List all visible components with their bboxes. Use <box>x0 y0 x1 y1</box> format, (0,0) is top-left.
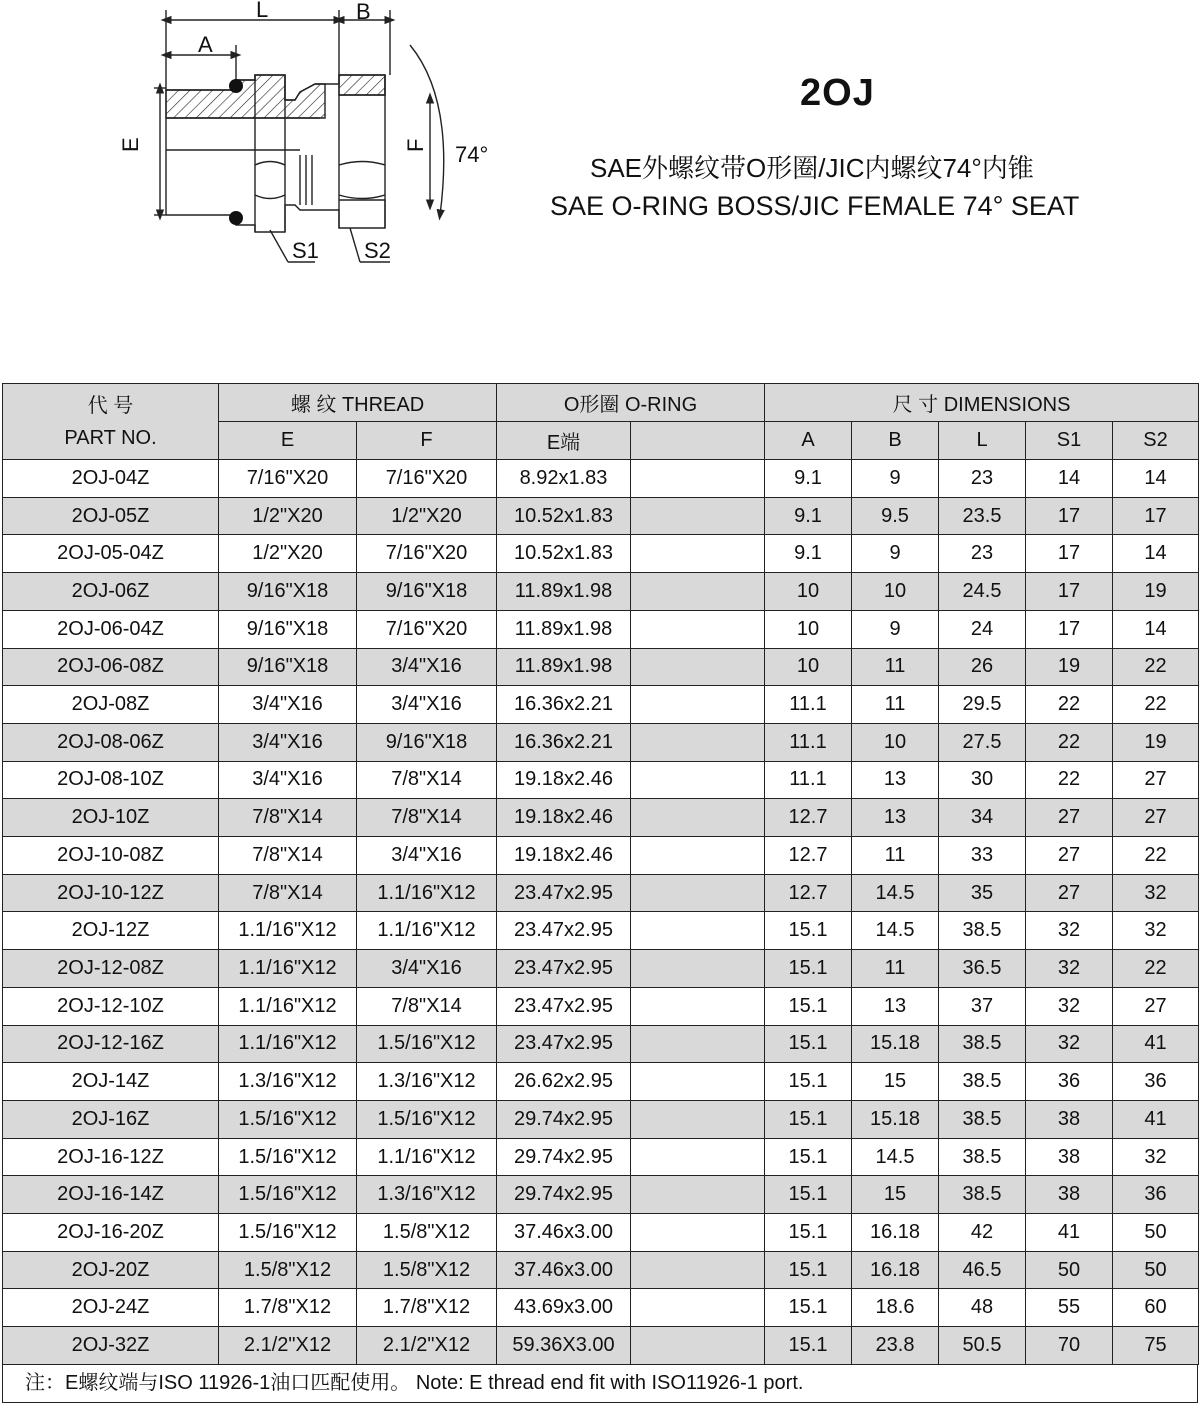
table-cell: 9.1 <box>765 460 852 498</box>
table-cell: 23.5 <box>939 497 1026 535</box>
table-cell: 1.1/16"X12 <box>219 1025 357 1063</box>
part-no-header-cn: 代 号 <box>87 394 134 417</box>
table-cell: 1.5/8"X12 <box>357 1214 497 1252</box>
table-cell: 2OJ-06-08Z <box>3 648 219 686</box>
table-cell: 35 <box>939 874 1026 912</box>
table-cell: 11.1 <box>765 761 852 799</box>
table-cell: 38.5 <box>939 912 1026 950</box>
table-cell: 2OJ-14Z <box>3 1063 219 1101</box>
table-cell: 13 <box>852 987 939 1025</box>
table-cell: 50 <box>1113 1214 1199 1252</box>
table-cell: 12.7 <box>765 837 852 875</box>
table-cell: 27 <box>1113 987 1199 1025</box>
table-cell: 32 <box>1026 912 1113 950</box>
table-cell: 15.1 <box>765 1138 852 1176</box>
table-cell <box>631 460 765 498</box>
table-cell: 2OJ-16-14Z <box>3 1176 219 1214</box>
table-cell: 30 <box>939 761 1026 799</box>
table-cell: 2OJ-32Z <box>3 1327 219 1365</box>
table-cell: 22 <box>1113 686 1199 724</box>
table-cell <box>631 1214 765 1252</box>
table-cell: 10.52x1.83 <box>497 497 631 535</box>
table-cell: 50 <box>1113 1251 1199 1289</box>
table-cell: 1.5/16"X12 <box>219 1138 357 1176</box>
table-cell: 2OJ-10-12Z <box>3 874 219 912</box>
table-cell: 32 <box>1113 1138 1199 1176</box>
table-cell: 15.1 <box>765 1327 852 1365</box>
table-row <box>3 1289 1199 1327</box>
table-cell <box>631 761 765 799</box>
table-cell: 9/16"X18 <box>219 648 357 686</box>
table-cell: 15.18 <box>852 1025 939 1063</box>
table-cell: 38.5 <box>939 1025 1026 1063</box>
table-cell: 15.1 <box>765 1214 852 1252</box>
table-cell <box>631 723 765 761</box>
table-cell: 2OJ-10Z <box>3 799 219 837</box>
table-cell: 1.1/16"X12 <box>357 874 497 912</box>
table-cell: 41 <box>1026 1214 1113 1252</box>
table-cell: 1.1/16"X12 <box>219 950 357 988</box>
table-cell: 1/2"X20 <box>219 535 357 573</box>
table-cell: 38.5 <box>939 1063 1026 1101</box>
table-cell: 7/8"X14 <box>219 799 357 837</box>
table-cell: 32 <box>1113 912 1199 950</box>
table-cell: 10 <box>852 723 939 761</box>
table-cell: 3/4"X16 <box>357 950 497 988</box>
o-ring-top-icon <box>229 79 243 93</box>
table-cell: 1.7/8"X12 <box>357 1289 497 1327</box>
dim-label-s1: S1 <box>292 238 319 263</box>
table-cell: 23.8 <box>852 1327 939 1365</box>
table-cell: 14 <box>1113 460 1199 498</box>
table-cell: 14.5 <box>852 1138 939 1176</box>
table-cell: 70 <box>1026 1327 1113 1365</box>
table-cell: 15.1 <box>765 1063 852 1101</box>
table-cell: 75 <box>1113 1327 1199 1365</box>
sub-header-cell <box>631 422 765 460</box>
table-cell: 34 <box>939 799 1026 837</box>
table-cell: 23.47x2.95 <box>497 874 631 912</box>
table-cell: 7/8"X14 <box>357 799 497 837</box>
table-cell: 15.1 <box>765 1176 852 1214</box>
table-cell: 11 <box>852 837 939 875</box>
table-cell: 1.1/16"X12 <box>357 912 497 950</box>
table-cell: 16.18 <box>852 1214 939 1252</box>
table-cell: 1.3/16"X12 <box>219 1063 357 1101</box>
table-cell: 15.1 <box>765 1251 852 1289</box>
table-cell: 17 <box>1026 610 1113 648</box>
table-cell: 2OJ-10-08Z <box>3 837 219 875</box>
table-cell: 19 <box>1026 648 1113 686</box>
table-cell <box>631 1327 765 1365</box>
table-row <box>3 1138 1199 1176</box>
table-cell: 1/2"X20 <box>219 497 357 535</box>
table-cell: 2OJ-04Z <box>3 460 219 498</box>
table-cell: 2OJ-08-10Z <box>3 761 219 799</box>
table-cell: 11.1 <box>765 723 852 761</box>
table-cell: 41 <box>1113 1100 1199 1138</box>
table-cell <box>631 987 765 1025</box>
table-cell <box>631 912 765 950</box>
table-cell: 11.1 <box>765 686 852 724</box>
table-row <box>3 761 1199 799</box>
table-cell: 9 <box>852 460 939 498</box>
table-cell: 2OJ-08Z <box>3 686 219 724</box>
table-cell: 10 <box>765 610 852 648</box>
table-cell: 12.7 <box>765 799 852 837</box>
dim-label-angle: 74° <box>455 142 489 167</box>
table-cell: 12.7 <box>765 874 852 912</box>
table-cell: 36 <box>1113 1063 1199 1101</box>
table-cell: 1.1/16"X12 <box>219 912 357 950</box>
table-cell: 19 <box>1113 723 1199 761</box>
table-cell: 7/8"X14 <box>357 761 497 799</box>
table-cell: 38.5 <box>939 1176 1026 1214</box>
table-row <box>3 912 1199 950</box>
table-row <box>3 1063 1199 1101</box>
table-cell: 9/16"X18 <box>357 723 497 761</box>
table-cell <box>631 950 765 988</box>
table-cell: 13 <box>852 761 939 799</box>
table-cell: 15 <box>852 1176 939 1214</box>
footnote: 注：E螺纹端与ISO 11926-1油口匹配使用。 Note: E thread end fit with ISO11926-1 port. <box>2 1365 1198 1403</box>
table-cell <box>631 1063 765 1101</box>
table-cell: 60 <box>1113 1289 1199 1327</box>
table-cell: 7/8"X14 <box>219 874 357 912</box>
table-cell <box>631 648 765 686</box>
table-cell: 2OJ-12-10Z <box>3 987 219 1025</box>
table-cell: 29.74x2.95 <box>497 1176 631 1214</box>
table-row <box>3 950 1199 988</box>
table-cell: 32 <box>1026 1025 1113 1063</box>
sub-header-cell: L <box>939 422 1026 460</box>
table-cell: 15.1 <box>765 987 852 1025</box>
table-cell <box>631 1289 765 1327</box>
table-cell: 10 <box>765 648 852 686</box>
table-cell <box>631 874 765 912</box>
table-cell: 2OJ-05-04Z <box>3 535 219 573</box>
table-cell: 9/16"X18 <box>357 573 497 611</box>
sub-header-cell: S2 <box>1113 422 1199 460</box>
table-cell: 29.74x2.95 <box>497 1138 631 1176</box>
table-cell: 46.5 <box>939 1251 1026 1289</box>
table-cell: 15.18 <box>852 1100 939 1138</box>
table-row <box>3 799 1199 837</box>
table-cell: 1.5/16"X12 <box>219 1100 357 1138</box>
table-cell: 41 <box>1113 1025 1199 1063</box>
table-cell: 1.3/16"X12 <box>357 1063 497 1101</box>
dim-label-s2: S2 <box>364 238 391 263</box>
table-cell: 19.18x2.46 <box>497 761 631 799</box>
table-cell: 2OJ-12-16Z <box>3 1025 219 1063</box>
table-cell: 14 <box>1113 610 1199 648</box>
table-cell: 1/2"X20 <box>357 497 497 535</box>
table-row <box>3 686 1199 724</box>
table-row <box>3 987 1199 1025</box>
table-cell: 14 <box>1113 535 1199 573</box>
table-cell: 43.69x3.00 <box>497 1289 631 1327</box>
dim-label-a: A <box>198 32 213 57</box>
table-row <box>3 648 1199 686</box>
table-cell: 11 <box>852 648 939 686</box>
table-cell: 37 <box>939 987 1026 1025</box>
table-cell: 2.1/2"X12 <box>219 1327 357 1365</box>
table-cell: 17 <box>1026 497 1113 535</box>
table-cell: 15 <box>852 1063 939 1101</box>
table-cell <box>631 497 765 535</box>
o-ring-bottom-icon <box>229 211 243 225</box>
sub-header-cell: B <box>852 422 939 460</box>
table-cell: 55 <box>1026 1289 1113 1327</box>
table-row <box>3 874 1199 912</box>
table-cell: 36 <box>1113 1176 1199 1214</box>
table-cell: 3/4"X16 <box>357 686 497 724</box>
table-cell: 22 <box>1113 837 1199 875</box>
table-cell: 32 <box>1026 950 1113 988</box>
fitting-drawing <box>110 0 530 275</box>
table-cell: 26.62x2.95 <box>497 1063 631 1101</box>
table-cell: 24.5 <box>939 573 1026 611</box>
table-cell <box>631 1138 765 1176</box>
table-row <box>3 497 1199 535</box>
table-cell <box>631 1025 765 1063</box>
table-row <box>3 535 1199 573</box>
table-cell: 37.46x3.00 <box>497 1214 631 1252</box>
table-cell: 9/16"X18 <box>219 610 357 648</box>
table-cell <box>631 535 765 573</box>
table-cell: 17 <box>1026 535 1113 573</box>
table-cell: 23.47x2.95 <box>497 987 631 1025</box>
sub-header-cell: A <box>765 422 852 460</box>
table-cell: 1.5/16"X12 <box>357 1100 497 1138</box>
table-cell <box>631 1100 765 1138</box>
table-cell: 1.5/8"X12 <box>357 1251 497 1289</box>
table-cell: 17 <box>1026 573 1113 611</box>
table-cell: 11.89x1.98 <box>497 648 631 686</box>
dimensions-header: 尺 寸 DIMENSIONS <box>765 384 1199 422</box>
o-ring-header: O形圈 O-RING <box>497 384 765 422</box>
table-cell: 50 <box>1026 1251 1113 1289</box>
table-cell: 59.36X3.00 <box>497 1327 631 1365</box>
table-cell: 2OJ-12Z <box>3 912 219 950</box>
table-cell: 9.1 <box>765 535 852 573</box>
sub-header-cell: S1 <box>1026 422 1113 460</box>
table-cell: 27 <box>1113 761 1199 799</box>
table-cell: 22 <box>1026 723 1113 761</box>
table-cell: 1.5/16"X12 <box>357 1025 497 1063</box>
table-cell: 22 <box>1026 686 1113 724</box>
table-cell: 22 <box>1026 761 1113 799</box>
table-row <box>3 573 1199 611</box>
dim-label-e: E <box>118 137 143 152</box>
table-cell: 7/16"X20 <box>357 460 497 498</box>
sub-header-cell: F <box>357 422 497 460</box>
table-row <box>3 610 1199 648</box>
table-cell <box>631 1251 765 1289</box>
table-cell: 7/16"X20 <box>357 535 497 573</box>
table-cell: 7/16"X20 <box>219 460 357 498</box>
table-cell: 36 <box>1026 1063 1113 1101</box>
spec-table <box>2 383 1199 1365</box>
table-cell: 3/4"X16 <box>219 761 357 799</box>
table-cell: 1.5/16"X12 <box>219 1214 357 1252</box>
table-cell: 22 <box>1113 950 1199 988</box>
table-cell: 37.46x3.00 <box>497 1251 631 1289</box>
table-cell: 10 <box>765 573 852 611</box>
table-cell: 19.18x2.46 <box>497 837 631 875</box>
table-row <box>3 1214 1199 1252</box>
table-cell: 1.1/16"X12 <box>357 1138 497 1176</box>
table-cell: 1.5/16"X12 <box>219 1176 357 1214</box>
table-cell: 2OJ-08-06Z <box>3 723 219 761</box>
table-cell: 2OJ-12-08Z <box>3 950 219 988</box>
table-cell: 3/4"X16 <box>357 837 497 875</box>
table-cell: 2OJ-24Z <box>3 1289 219 1327</box>
table-cell: 3/4"X16 <box>357 648 497 686</box>
table-cell: 19 <box>1113 573 1199 611</box>
table-cell: 23.47x2.95 <box>497 950 631 988</box>
table-row <box>3 1327 1199 1365</box>
table-cell: 15.1 <box>765 1025 852 1063</box>
table-cell: 7/8"X14 <box>357 987 497 1025</box>
table-cell: 1.7/8"X12 <box>219 1289 357 1327</box>
table-cell: 36.5 <box>939 950 1026 988</box>
table-cell: 2OJ-20Z <box>3 1251 219 1289</box>
table-cell: 2OJ-16-20Z <box>3 1214 219 1252</box>
table-cell: 38.5 <box>939 1138 1026 1176</box>
table-cell: 27 <box>1026 837 1113 875</box>
table-cell: 26 <box>939 648 1026 686</box>
table-cell: 11.89x1.98 <box>497 610 631 648</box>
table-cell <box>631 837 765 875</box>
table-cell: 9 <box>852 610 939 648</box>
table-cell: 18.6 <box>852 1289 939 1327</box>
table-row <box>3 1025 1199 1063</box>
table-cell: 23 <box>939 460 1026 498</box>
table-cell: 29.74x2.95 <box>497 1100 631 1138</box>
table-cell: 38 <box>1026 1138 1113 1176</box>
table-cell <box>631 799 765 837</box>
table-cell: 1.1/16"X12 <box>219 987 357 1025</box>
table-cell: 3/4"X16 <box>219 686 357 724</box>
table-cell <box>631 573 765 611</box>
table-cell: 27 <box>1113 799 1199 837</box>
table-cell: 23.47x2.95 <box>497 912 631 950</box>
table-row <box>3 1100 1199 1138</box>
table-cell: 29.5 <box>939 686 1026 724</box>
table-cell: 13 <box>852 799 939 837</box>
table-cell: 42 <box>939 1214 1026 1252</box>
table-cell: 7/16"X20 <box>357 610 497 648</box>
table-row <box>3 1176 1199 1214</box>
table-cell: 11 <box>852 686 939 724</box>
table-cell: 15.1 <box>765 950 852 988</box>
table-row <box>3 460 1199 498</box>
table-cell: 23.47x2.95 <box>497 1025 631 1063</box>
sub-header-cell: E <box>219 422 357 460</box>
table-cell: 16.36x2.21 <box>497 723 631 761</box>
table-cell: 38.5 <box>939 1100 1026 1138</box>
table-cell: 9/16"X18 <box>219 573 357 611</box>
table-cell: 14.5 <box>852 912 939 950</box>
table-cell: 16.18 <box>852 1251 939 1289</box>
table-row <box>3 1251 1199 1289</box>
table-cell: 2OJ-05Z <box>3 497 219 535</box>
subtitle-chinese: SAE外螺纹带O形圈/JIC内螺纹74°内锥 <box>590 153 1034 183</box>
table-cell: 38 <box>1026 1176 1113 1214</box>
table-cell: 27.5 <box>939 723 1026 761</box>
table-row <box>3 723 1199 761</box>
table-cell: 50.5 <box>939 1327 1026 1365</box>
table-cell: 17 <box>1113 497 1199 535</box>
table-cell: 24 <box>939 610 1026 648</box>
table-cell: 11.89x1.98 <box>497 573 631 611</box>
table-cell: 38 <box>1026 1100 1113 1138</box>
table-cell: 7/8"X14 <box>219 837 357 875</box>
sub-header-cell: E端 <box>497 422 631 460</box>
table-cell: 19.18x2.46 <box>497 799 631 837</box>
table-cell: 1.5/8"X12 <box>219 1251 357 1289</box>
table-cell <box>631 610 765 648</box>
table-cell: 14.5 <box>852 874 939 912</box>
table-cell: 16.36x2.21 <box>497 686 631 724</box>
table-cell: 9.1 <box>765 497 852 535</box>
table-row <box>3 837 1199 875</box>
table-cell: 32 <box>1026 987 1113 1025</box>
dim-label-b: B <box>356 0 371 24</box>
part-no-header <box>3 384 219 460</box>
table-cell: 10.52x1.83 <box>497 535 631 573</box>
table-cell: 27 <box>1026 874 1113 912</box>
table-cell: 14 <box>1026 460 1113 498</box>
table-cell: 11 <box>852 950 939 988</box>
table-cell: 9.5 <box>852 497 939 535</box>
table-cell: 2OJ-16Z <box>3 1100 219 1138</box>
table-cell: 48 <box>939 1289 1026 1327</box>
table-cell: 2OJ-06Z <box>3 573 219 611</box>
table-cell: 2.1/2"X12 <box>357 1327 497 1365</box>
table-cell: 27 <box>1026 799 1113 837</box>
table-cell: 15.1 <box>765 912 852 950</box>
table-cell: 9 <box>852 535 939 573</box>
table-cell: 33 <box>939 837 1026 875</box>
thread-header: 螺 纹 THREAD <box>219 384 497 422</box>
table-cell: 10 <box>852 573 939 611</box>
table-cell <box>631 1176 765 1214</box>
table-cell: 3/4"X16 <box>219 723 357 761</box>
table-cell: 8.92x1.83 <box>497 460 631 498</box>
table-cell: 22 <box>1113 648 1199 686</box>
dim-label-l: L <box>256 0 269 22</box>
table-cell: 32 <box>1113 874 1199 912</box>
page-title: 2OJ <box>800 72 875 114</box>
table-cell: 2OJ-06-04Z <box>3 610 219 648</box>
table-cell: 2OJ-16-12Z <box>3 1138 219 1176</box>
table-cell: 15.1 <box>765 1289 852 1327</box>
table-cell: 1.3/16"X12 <box>357 1176 497 1214</box>
subtitle-english: SAE O-RING BOSS/JIC FEMALE 74° SEAT <box>550 191 1080 221</box>
table-cell: 15.1 <box>765 1100 852 1138</box>
part-no-header-en: PART NO. <box>64 426 157 449</box>
dim-label-f: F <box>403 138 428 152</box>
table-cell <box>631 686 765 724</box>
table-cell: 23 <box>939 535 1026 573</box>
